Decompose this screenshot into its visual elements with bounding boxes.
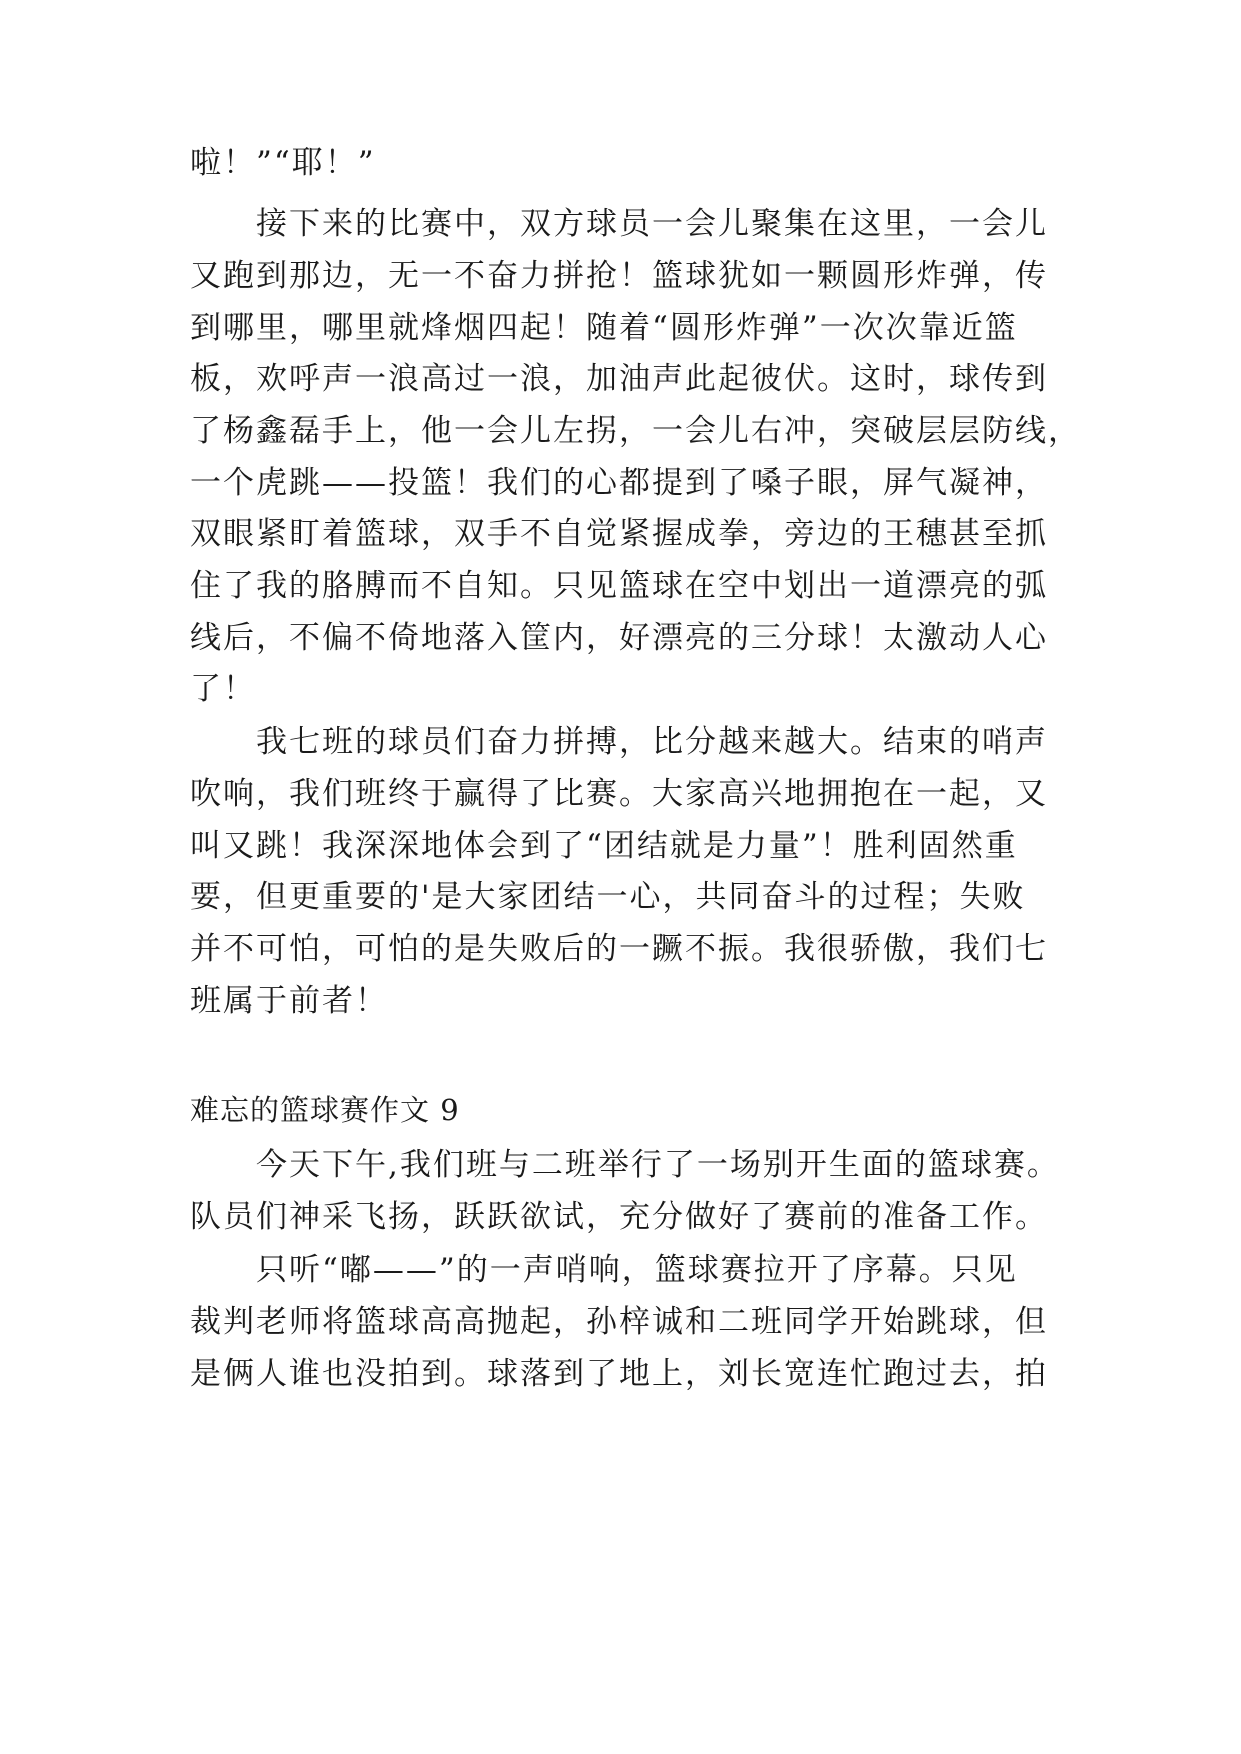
text-line: 到哪里，哪里就烽烟四起！随着“圆形炸弹”一次次靠近篮 xyxy=(190,310,1018,346)
text-line: 是俩人谁也没拍到。球落到了地上，刘长宽连忙跑过去，拍 xyxy=(190,1356,1048,1392)
paragraph-first-line: 我七班的球员们奋力拼搏，比分越来越大。结束的哨声 xyxy=(256,724,1048,760)
text-line: 了！ xyxy=(190,671,256,707)
text-line: 要，但更重要的'是大家团结一心，共同奋斗的过程；失败 xyxy=(190,879,1026,915)
text-line: 并不可怕，可怕的是失败后的一蹶不振。我很骄傲，我们七 xyxy=(190,931,1048,967)
text-line: 板，欢呼声一浪高过一浪，加油声此起彼伏。这时，球传到 xyxy=(190,361,1048,397)
text-line: 双眼紧盯着篮球，双手不自觉紧握成拳，旁边的王穗甚至抓 xyxy=(190,516,1048,552)
text-line: 线后，不偏不倚地落入筐内，好漂亮的三分球！太激动人心 xyxy=(190,620,1048,656)
text-line: 班属于前者！ xyxy=(190,983,388,1019)
text-line: 了杨鑫磊手上，他一会儿左拐，一会儿右冲，突破层层防线， xyxy=(190,413,1081,449)
text-line: 一个虎跳——投篮！我们的心都提到了嗓子眼，屏气凝神， xyxy=(190,465,1048,501)
paragraph-first-line: 只听“嘟——”的一声哨响，篮球赛拉开了序幕。只见 xyxy=(256,1252,1018,1288)
text-line: 又跑到那边，无一不奋力拼抢！篮球犹如一颗圆形炸弹，传 xyxy=(190,258,1048,294)
text-line: 啦！”“耶！” xyxy=(190,145,376,181)
text-line: 住了我的胳膊而不自知。只见篮球在空中划出一道漂亮的弧 xyxy=(190,568,1048,604)
text-line: 裁判老师将篮球高高抛起，孙梓诚和二班同学开始跳球，但 xyxy=(190,1304,1048,1340)
text-line: 叫又跳！我深深地体会到了“团结就是力量”！胜利固然重 xyxy=(190,828,1018,864)
text-line: 吹响，我们班终于赢得了比赛。大家高兴地拥抱在一起，又 xyxy=(190,776,1048,812)
paragraph-first-line: 接下来的比赛中，双方球员一会儿聚集在这里，一会儿 xyxy=(256,206,1048,242)
paragraph-first-line: 今天下午,我们班与二班举行了一场别开生面的篮球赛。 xyxy=(256,1147,1060,1183)
text-line: 队员们神采飞扬，跃跃欲试，充分做好了赛前的准备工作。 xyxy=(190,1199,1048,1235)
section-title: 难忘的篮球赛作文 9 xyxy=(190,1093,460,1127)
